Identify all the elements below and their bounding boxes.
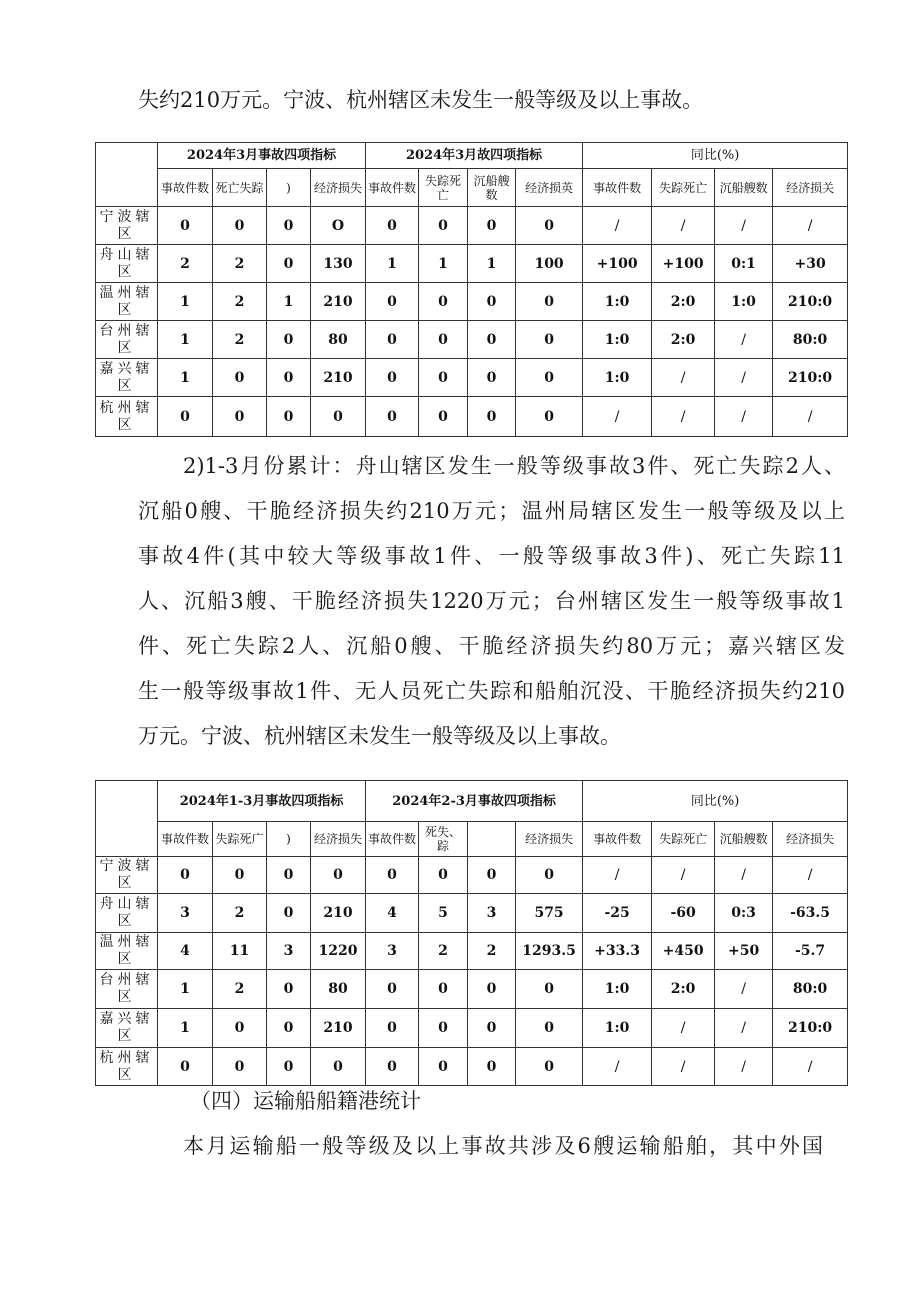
column-header: 经济损失 (516, 822, 583, 857)
paragraph-line: 事故4件(其中较大等级事故1件、一般等级事故3件)、死亡失踪11 (138, 544, 845, 568)
table-row (96, 1048, 848, 1086)
table-cell: 2 (213, 283, 267, 321)
column-header (468, 822, 516, 857)
table-cell: 0 (213, 207, 267, 245)
column-header: 经济损失 (311, 169, 366, 207)
table-cell: -5.7 (773, 933, 848, 970)
table-cell: 80:0 (773, 970, 848, 1009)
table-cell: 575 (516, 894, 583, 933)
table-row (96, 283, 848, 321)
row-label: 台州辖区 (96, 970, 158, 1009)
table-cell: 1:0 (583, 359, 652, 397)
table-cell: 1 (366, 245, 419, 283)
table-cell: 130 (311, 245, 366, 283)
table-cell: 0 (366, 207, 419, 245)
table-cell: 2 (213, 970, 267, 1009)
table-cell: 0 (516, 1048, 583, 1086)
table-cell: 0 (516, 857, 583, 894)
table-cell: 0 (419, 397, 468, 437)
table-cell: 1293.5 (516, 933, 583, 970)
column-header: 失踪死亡 (652, 169, 715, 207)
table-cell: 210:0 (773, 359, 848, 397)
paragraph-line: 本月运输船一般等级及以上事故共涉及6艘运输船舶，其中外国 (183, 1134, 823, 1158)
paragraph-line: 失约210万元。宁波、杭州辖区未发生一般等级及以上事故。 (138, 88, 704, 112)
table-cell: 0 (267, 894, 311, 933)
table-cell: 0 (267, 397, 311, 437)
column-header: 失踪死广 (213, 822, 267, 857)
row-label: 台州辖区 (96, 321, 158, 359)
table-cell: 210 (311, 1009, 366, 1048)
row-label: 杭州辖区 (96, 1048, 158, 1086)
paragraph-line: 万元。宁波、杭州辖区未发生一般等级及以上事故。 (138, 724, 621, 748)
column-header: 事故件数 (158, 169, 213, 207)
table-cell: / (773, 397, 848, 437)
table-row (96, 1009, 848, 1048)
table-cell: 2:0 (652, 321, 715, 359)
row-label: 舟山辖区 (96, 245, 158, 283)
table-cell: -60 (652, 894, 715, 933)
table-cell: 0 (468, 359, 516, 397)
table-cell: 2 (213, 321, 267, 359)
table-cell: 0 (516, 397, 583, 437)
column-group-header: 同比(%) (583, 781, 848, 822)
column-group-header: 2024年3月事故四项指标 (158, 143, 366, 169)
table-cell: / (715, 1009, 773, 1048)
column-group-header: 2024年2-3月事故四项指标 (366, 781, 583, 822)
table-cell: 0 (468, 970, 516, 1009)
table-cell: / (715, 1048, 773, 1086)
table-cell: 0 (267, 857, 311, 894)
table-cell: 2:0 (652, 283, 715, 321)
table-cell: 1:0 (715, 283, 773, 321)
table-cell: 0 (158, 397, 213, 437)
table-cell: 210 (311, 359, 366, 397)
table-cell: 0 (311, 397, 366, 437)
table-row (96, 359, 848, 397)
table-cell: 0 (468, 207, 516, 245)
table-cell: / (583, 857, 652, 894)
table-cell: 0 (468, 321, 516, 359)
table-row (96, 970, 848, 1009)
table-cell: 0 (267, 1009, 311, 1048)
column-header: ) (267, 169, 311, 207)
paragraph-line: 人、沉船3艘、干脆经济损失1220万元；台州辖区发生一般等级事故1 (138, 589, 845, 613)
table-cell: 0 (158, 857, 213, 894)
table-cell: / (652, 359, 715, 397)
table-cell: 0 (366, 283, 419, 321)
table-cell: 210 (311, 283, 366, 321)
table-cell: 100 (516, 245, 583, 283)
table-cell: / (583, 1048, 652, 1086)
table-row (96, 857, 848, 894)
row-label: 温州辖区 (96, 283, 158, 321)
table-row (96, 894, 848, 933)
table-cell: / (715, 857, 773, 894)
table-cell: 0 (468, 1009, 516, 1048)
table-cell: 0 (419, 207, 468, 245)
table-cell: 1 (267, 283, 311, 321)
column-header: 事故件数 (158, 822, 213, 857)
table-row (96, 321, 848, 359)
table-cell: +33.3 (583, 933, 652, 970)
table-cell: 0 (366, 857, 419, 894)
table-cell: 0 (267, 321, 311, 359)
table-cell: 1220 (311, 933, 366, 970)
row-label: 温州辖区 (96, 933, 158, 970)
table-cell: 0 (516, 1009, 583, 1048)
table-cell: / (715, 970, 773, 1009)
table-cell: 0 (366, 397, 419, 437)
table-cell: 1 (158, 359, 213, 397)
column-group-header: 2024年3月故四项指标 (366, 143, 583, 169)
table-cell: 0 (419, 321, 468, 359)
table-corner-cell (96, 143, 158, 207)
column-group-header: 2024年1-3月事故四项指标 (158, 781, 366, 822)
column-header: 失踪死亡 (419, 169, 468, 207)
table-cell: / (715, 207, 773, 245)
table-cell: / (652, 397, 715, 437)
table-cell: 4 (366, 894, 419, 933)
table-cell: 0 (366, 970, 419, 1009)
table-cell: 80 (311, 321, 366, 359)
table-cell: 11 (213, 933, 267, 970)
table-cell: 0 (366, 321, 419, 359)
row-label: 嘉兴辖区 (96, 1009, 158, 1048)
table-cell: 1 (158, 970, 213, 1009)
table-cell: 0:1 (715, 245, 773, 283)
table-cell: 1 (468, 245, 516, 283)
table-cell: 5 (419, 894, 468, 933)
row-label: 舟山辖区 (96, 894, 158, 933)
paragraph-line: 生一般等级事故1件、无人员死亡失踪和船舶沉没、干脆经济损失约210 (138, 679, 845, 703)
table-cell: 0 (267, 970, 311, 1009)
table-cell: 0 (267, 245, 311, 283)
table-cell: 210 (311, 894, 366, 933)
column-group-header: 同比(%) (583, 143, 848, 169)
table-cell: 2 (158, 245, 213, 283)
table-cell: +100 (652, 245, 715, 283)
table-cell: 0 (311, 857, 366, 894)
table-cell: 3 (267, 933, 311, 970)
table-cell: 0 (366, 1048, 419, 1086)
table-cell: 0 (468, 1048, 516, 1086)
table-row (96, 933, 848, 970)
table-cell: 2:0 (652, 970, 715, 1009)
table-cell: 1:0 (583, 321, 652, 359)
table-cell: 0 (419, 970, 468, 1009)
column-header: 事故件数 (583, 169, 652, 207)
table-cell: -63.5 (773, 894, 848, 933)
column-header: 事故件数 (366, 169, 419, 207)
table-cell: 0 (419, 1009, 468, 1048)
table-cell: 0 (213, 1009, 267, 1048)
table-cell: 4 (158, 933, 213, 970)
column-header: 经济损英 (516, 169, 583, 207)
table-cell: 1 (419, 245, 468, 283)
accident-table-march (95, 142, 848, 437)
row-label: 宁波辖区 (96, 857, 158, 894)
table-cell: 80:0 (773, 321, 848, 359)
table-cell: 0 (468, 397, 516, 437)
table-cell: 3 (468, 894, 516, 933)
paragraph-line: 件、死亡失踪2人、沉船0艘、干脆经济损失约80万元；嘉兴辖区发 (138, 634, 845, 658)
table-cell: 0 (516, 207, 583, 245)
row-label: 嘉兴辖区 (96, 359, 158, 397)
table-cell: 0 (267, 207, 311, 245)
table-cell: 0 (366, 1009, 419, 1048)
table-cell: +30 (773, 245, 848, 283)
table-cell: 0 (366, 359, 419, 397)
column-header: 沉船艘数 (468, 169, 516, 207)
table-cell: 2 (213, 894, 267, 933)
table-cell: 80 (311, 970, 366, 1009)
table-cell: 1:0 (583, 970, 652, 1009)
column-header: 沉船艘数 (715, 169, 773, 207)
table-cell: 0 (516, 321, 583, 359)
row-label: 杭州辖区 (96, 397, 158, 437)
table-cell: 0 (158, 1048, 213, 1086)
row-label: 宁波辖区 (96, 207, 158, 245)
column-header: 经济损关 (773, 169, 848, 207)
table-row (96, 207, 848, 245)
table-cell: / (773, 1048, 848, 1086)
table-cell: / (773, 207, 848, 245)
column-header: 死失、踪 (419, 822, 468, 857)
table-cell: / (583, 397, 652, 437)
table-cell: 0 (516, 970, 583, 1009)
table-cell: 0 (213, 1048, 267, 1086)
table-cell: 3 (158, 894, 213, 933)
table-cell: 0 (213, 857, 267, 894)
table-cell: O (311, 207, 366, 245)
accident-table-cumulative (95, 780, 848, 1086)
table-cell: 1 (158, 321, 213, 359)
table-cell: 1 (158, 283, 213, 321)
table-cell: 0 (213, 397, 267, 437)
table-cell: 0 (419, 283, 468, 321)
table-cell: 0 (419, 857, 468, 894)
column-header: 失踪死亡 (652, 822, 715, 857)
column-header: ) (267, 822, 311, 857)
table-cell: 210:0 (773, 1009, 848, 1048)
column-header: 经济损失 (773, 822, 848, 857)
table-cell: 2 (419, 933, 468, 970)
table-row (96, 397, 848, 437)
table-cell: 1:0 (583, 1009, 652, 1048)
table-cell: / (715, 359, 773, 397)
table-cell: 0 (158, 207, 213, 245)
table-cell: 0 (213, 359, 267, 397)
table-cell: / (652, 207, 715, 245)
table-cell: 2 (468, 933, 516, 970)
table-cell: / (715, 397, 773, 437)
table-cell: 3 (366, 933, 419, 970)
table-cell: 0 (468, 283, 516, 321)
table-cell: / (715, 321, 773, 359)
table-cell: +450 (652, 933, 715, 970)
table-cell: / (583, 207, 652, 245)
table-cell: / (773, 857, 848, 894)
paragraph-line: 沉船0艘、干脆经济损失约210万元；温州局辖区发生一般等级及以上 (138, 499, 845, 523)
table-cell: 0 (419, 1048, 468, 1086)
column-header: 事故件数 (366, 822, 419, 857)
table-cell: 0 (516, 359, 583, 397)
table-cell: 1 (158, 1009, 213, 1048)
table-cell: 1:0 (583, 283, 652, 321)
table-row (96, 245, 848, 283)
table-cell: 2 (213, 245, 267, 283)
table-cell: / (652, 1048, 715, 1086)
column-header: 沉船艘数 (715, 822, 773, 857)
column-header: 事故件数 (583, 822, 652, 857)
column-header: 经济损失 (311, 822, 366, 857)
column-header: 死亡失踪 (213, 169, 267, 207)
section-heading: （四）运输船船籍港统计 (190, 1089, 421, 1113)
table-cell: / (652, 857, 715, 894)
table-cell: 0 (267, 359, 311, 397)
table-corner-cell (96, 781, 158, 857)
table-cell: 210:0 (773, 283, 848, 321)
table-cell: 0 (311, 1048, 366, 1086)
table-cell: +50 (715, 933, 773, 970)
table-cell: +100 (583, 245, 652, 283)
paragraph-line: 2)1-3月份累计：舟山辖区发生一般等级事故3件、死亡失踪2人、 (183, 454, 845, 478)
table-cell: 0 (267, 1048, 311, 1086)
table-cell: -25 (583, 894, 652, 933)
table-cell: 0 (516, 283, 583, 321)
table-cell: 0 (468, 857, 516, 894)
table-cell: 0 (419, 359, 468, 397)
table-cell: 0:3 (715, 894, 773, 933)
table-cell: / (652, 1009, 715, 1048)
